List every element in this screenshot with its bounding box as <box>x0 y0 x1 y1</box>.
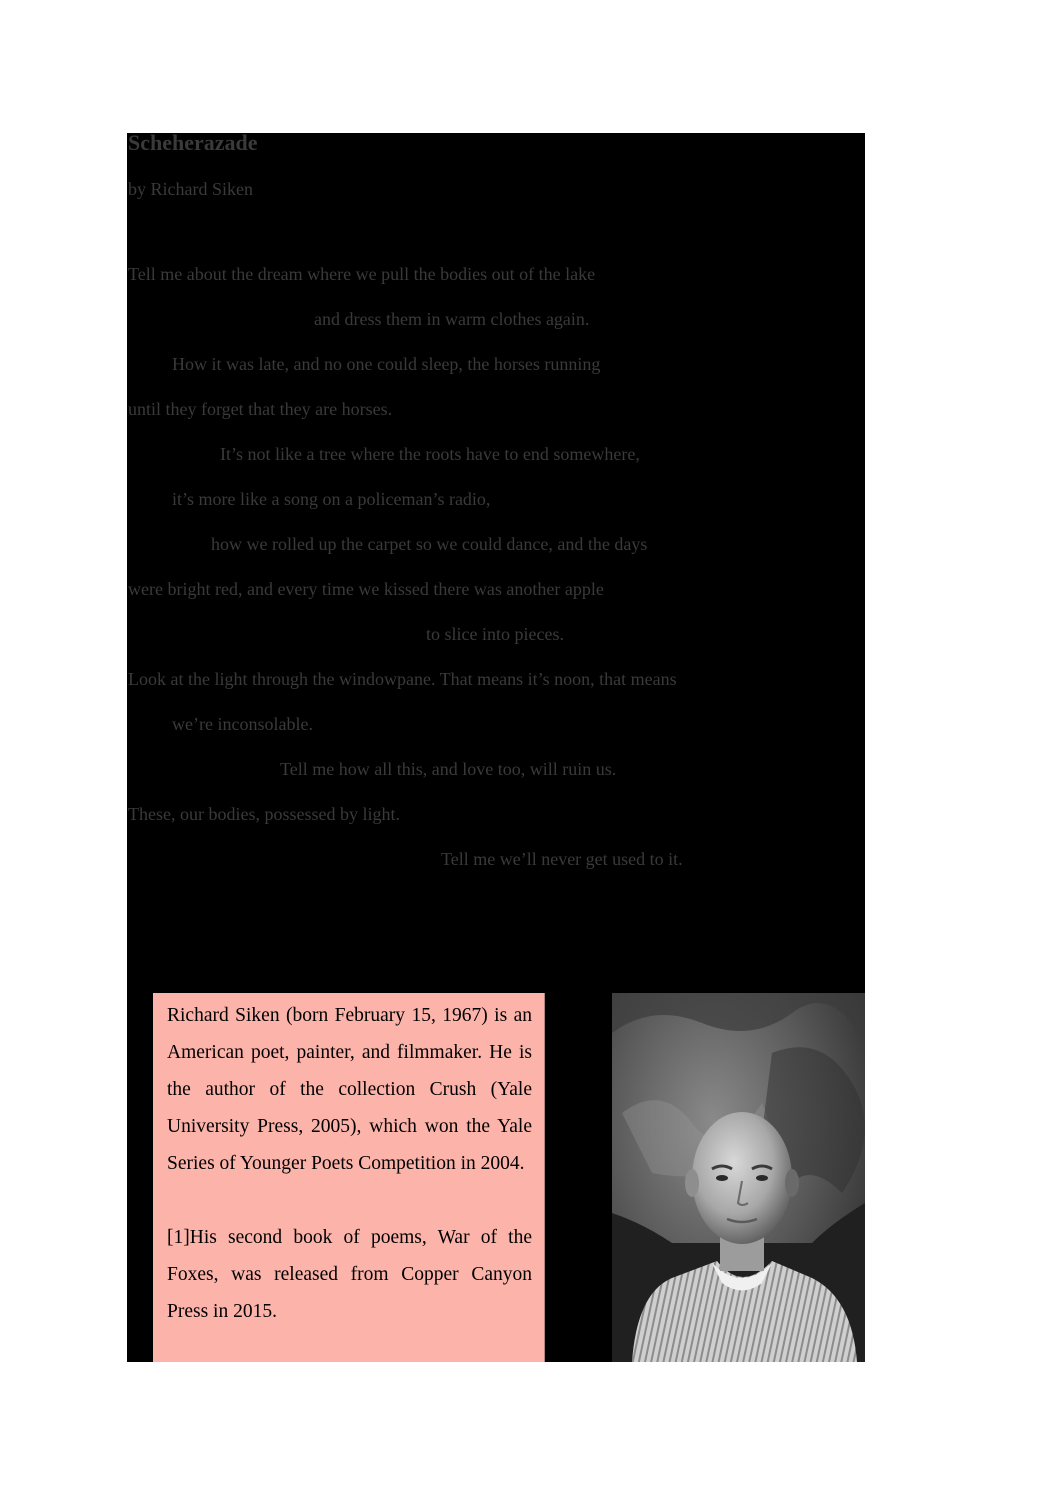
poem-line: How it was late, and no one could sleep, the horses running <box>172 354 601 374</box>
bio-paragraph-gap <box>167 1182 532 1219</box>
poem-line: how we rolled up the carpet so we could dance, and the days <box>211 534 648 554</box>
bio-text <box>167 997 532 1330</box>
bio-paragraph-2: [1]His second book of poems, War of the Foxes, was released from Copper Canyon Press in 2015. <box>167 1227 532 1322</box>
poem-line: and dress them in warm clothes again. <box>314 309 590 329</box>
poem-title: Scheherazade <box>128 130 258 155</box>
poem-line: we’re inconsolable. <box>172 714 313 734</box>
poem-line: it’s more like a song on a policeman’s radio, <box>172 489 491 509</box>
poem-line: Look at the light through the windowpane. That means it’s noon, that means <box>128 669 677 689</box>
author-photo-illustration <box>612 993 865 1362</box>
poem-byline: by Richard Siken <box>128 179 253 199</box>
poem-line: It’s not like a tree where the roots have to end somewhere, <box>220 444 640 464</box>
poem-line: were bright red, and every time we kissed there was another apple <box>128 579 604 599</box>
poem-line: These, our bodies, possessed by light. <box>128 804 400 824</box>
bio-box <box>153 993 545 1362</box>
author-photo <box>612 993 865 1362</box>
poem-line: until they forget that they are horses. <box>128 399 393 419</box>
poem-line: Tell me about the dream where we pull the bodies out of the lake <box>128 264 596 284</box>
poem-line: Tell me how all this, and love too, will ruin us. <box>280 759 617 779</box>
bio-paragraph-1: Richard Siken (born February 15, 1967) is an American poet, painter, and filmmaker. He is the author of the collection Crush (Yale University Press, 2005), which won the Yale Series of Younger Poets Competition in 2004. <box>167 1005 532 1174</box>
poem-line: to slice into pieces. <box>426 624 564 644</box>
poem-line: Tell me we’ll never get used to it. <box>441 849 683 869</box>
